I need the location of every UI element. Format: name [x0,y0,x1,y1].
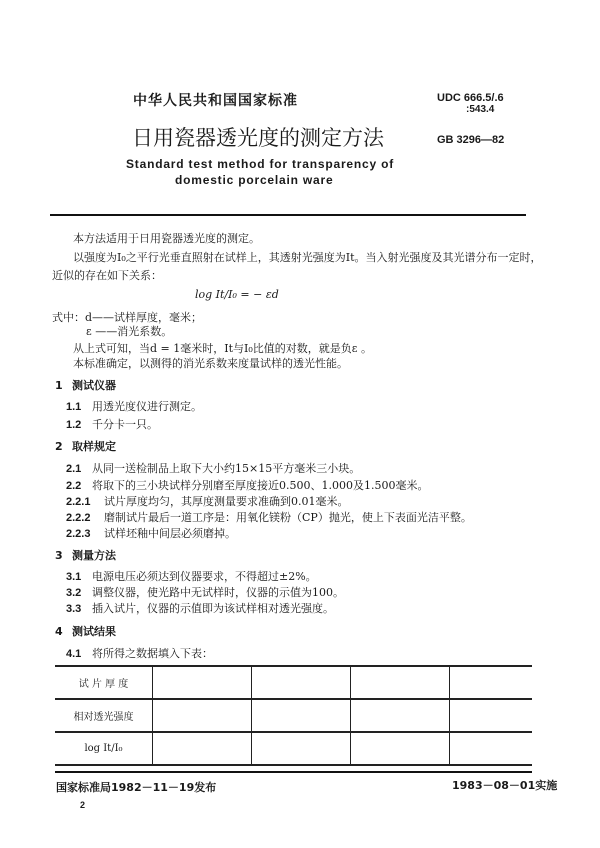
section-item: 2.2.2 磨制试片最后一道工序是：用氧化镁粉（CP）抛光，使上下表面光洁平整。 [66,511,472,524]
row-label: 试 片 厚 度 [55,666,153,699]
section-item: 1.2 千分卡一只。 [66,418,158,431]
section-item: 3.3 插入试片，仪器的示值即为该试样相对透光强度。 [66,602,334,615]
section-item: 1.1 用透光度仪进行测定。 [66,400,202,413]
section-item: 4.1 将所得之数据填入下表： [66,647,213,660]
english-title-line2: domestic porcelain ware [175,173,334,187]
udc-code: UDC 666.5/.6 [437,92,504,104]
section-heading: 1 测试仪器 [55,379,116,392]
where-d: 式中：d——试样厚度，毫米； [52,311,203,324]
row-label: 相对透光强度 [55,699,153,732]
intro-p4: 本标准确定，以测得的消光系数来度量试样的透光性能。 [73,357,348,370]
row-label: log It/I₀ [55,732,153,765]
results-table [55,665,532,766]
section-item: 2.2 将取下的三小块试样分别磨至厚度接近0.500、1.000及1.500毫米。 [66,479,429,492]
formula: log It/I₀ = − εd [195,288,279,301]
national-standard-label: 中华人民共和国国家标准 [133,93,298,109]
footer-rule [55,771,532,773]
section-item: 2.2.3 试样坯釉中间层必须磨掉。 [66,527,236,540]
table-row [55,699,532,732]
section-heading: 4 测试结果 [55,625,116,638]
section-heading: 3 测量方法 [55,549,116,562]
page-number: 2 [80,800,86,810]
udc-code-cont: :543.4 [466,104,495,115]
section-heading: 2 取样规定 [55,440,116,453]
effective-date: 1983－08－01实施 [452,779,558,792]
table-row [55,732,532,765]
section-item: 2.2.1 试片厚度均匀，其厚度测量要求准确到0.01毫米。 [66,495,349,508]
section-item: 3.1 电源电压必须达到仪器要求，不得超过±2%。 [66,570,317,583]
issued-date: 国家标准局1982－11－19发布 [56,781,217,794]
where-epsilon: ε ——消光系数。 [86,325,173,338]
gb-number: GB 3296—82 [437,134,505,146]
table-row [55,666,532,699]
intro-p3: 从上式可知，当d = 1毫米时，It与I₀比值的对数，就是负ε 。 [73,342,372,355]
intro-p1: 本方法适用于日用瓷器透光度的测定。 [73,232,260,245]
intro-p2: 以强度为I₀之平行光垂直照射在试样上，其透射光强度为It。当入射光强度及其光谱分布一定时， [73,251,542,264]
section-item: 3.2 调整仪器，使光路中无试样时，仪器的示值为100。 [66,586,344,599]
document-title: 日用瓷器透光度的测定方法 [132,126,384,150]
english-title-line1: Standard test method for transparency of [126,157,395,171]
header-rule [50,214,526,216]
section-item: 2.1 从同一送检制品上取下大小约15×15平方毫米三小块。 [66,462,361,475]
intro-p2-cont: 近似的存在如下关系： [52,269,162,282]
